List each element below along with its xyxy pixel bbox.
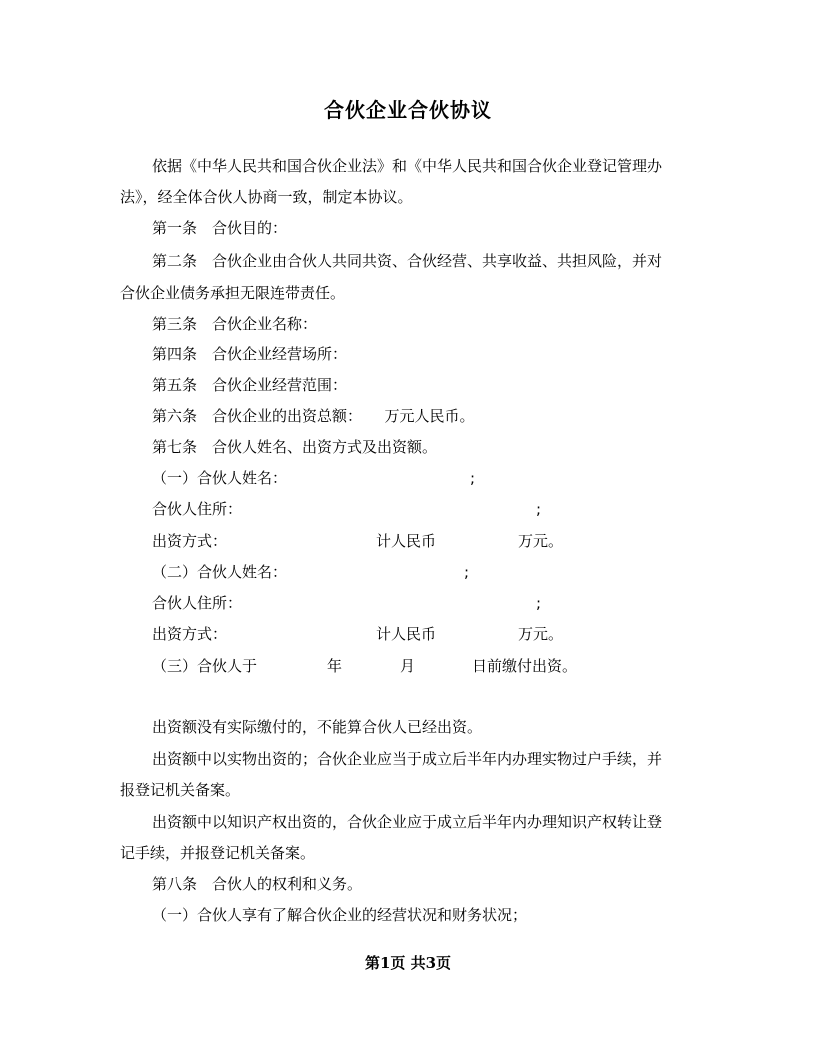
partner-1-rmb-label: 计人民币 bbox=[376, 532, 437, 550]
article-1: 第一条 合伙目的： bbox=[152, 219, 288, 237]
partner-2-address-semicolon: ; bbox=[536, 594, 542, 612]
partner-2-name-row bbox=[152, 561, 712, 583]
partner-1-address-label: 合伙人住所： bbox=[152, 500, 243, 518]
partner-1-contribution-row bbox=[152, 530, 712, 552]
page-footer: 第1页 共3页 bbox=[364, 954, 452, 972]
article-4: 第四条 合伙企业经营场所： bbox=[152, 345, 348, 363]
document-title: 合伙企业合伙协议 bbox=[324, 98, 492, 122]
partner-2-name-semicolon: ; bbox=[464, 563, 470, 581]
month-label: 月 bbox=[400, 657, 416, 675]
in-kind-contribution-line-2: 报登记机关备案。 bbox=[120, 781, 241, 799]
partner-2-method-label: 出资方式： bbox=[152, 625, 228, 643]
in-kind-contribution-line-1: 出资额中以实物出资的；合伙企业应当于成立后半年内办理实物过户手续，并 bbox=[152, 750, 663, 768]
article-2-line-1: 第二条 合伙企业由合伙人共同共资、合伙经营、共享收益、共担风险，并对 bbox=[152, 252, 663, 270]
partner-1-name-label: （一）合伙人姓名： bbox=[152, 469, 288, 487]
partner-2-rmb-label: 计人民币 bbox=[376, 625, 437, 643]
partner-2-wan-label: 万元。 bbox=[518, 625, 564, 643]
article-7: 第七条 合伙人姓名、出资方式及出资额。 bbox=[152, 438, 438, 456]
partner-2-contribution-row bbox=[152, 623, 712, 645]
day-deadline-label: 日前缴付出资。 bbox=[472, 657, 578, 675]
article-2-line-2: 合伙企业债务承担无限连带责任。 bbox=[120, 284, 346, 302]
partner-1-address-row bbox=[152, 498, 712, 520]
partner-1-name-semicolon: ; bbox=[470, 469, 476, 487]
preamble-line-2: 法》，经全体合伙人协商一致，制定本协议。 bbox=[120, 188, 413, 206]
partner-2-address-row bbox=[152, 592, 712, 614]
article-3: 第三条 合伙企业名称： bbox=[152, 315, 318, 333]
partner-1-method-label: 出资方式： bbox=[152, 532, 228, 550]
partner-3-deadline-row bbox=[152, 655, 712, 677]
article-8-item-1: （一）合伙人享有了解合伙企业的经营状况和财务状况； bbox=[152, 906, 528, 924]
article-5: 第五条 合伙企业经营范围： bbox=[152, 376, 348, 394]
article-8: 第八条 合伙人的权利和义务。 bbox=[152, 875, 363, 893]
article-6: 第六条 合伙企业的出资总额： 万元人民币。 bbox=[152, 407, 475, 425]
unpaid-contribution-note: 出资额没有实际缴付的，不能算合伙人已经出资。 bbox=[152, 718, 483, 736]
partner-1-name-row bbox=[152, 467, 712, 489]
preamble-line-1: 依据《中华人民共和国合伙企业法》和《中华人民共和国合伙企业登记管理办 bbox=[152, 157, 663, 175]
year-label: 年 bbox=[327, 657, 343, 675]
ip-contribution-line-1: 出资额中以知识产权出资的，合伙企业应于成立后半年内办理知识产权转让登 bbox=[152, 813, 663, 831]
partner-2-address-label: 合伙人住所： bbox=[152, 594, 243, 612]
ip-contribution-line-2: 记手续，并报登记机关备案。 bbox=[120, 844, 316, 862]
partner-2-name-label: （二）合伙人姓名： bbox=[152, 563, 288, 581]
partner-3-deadline-label: （三）合伙人于 bbox=[152, 657, 258, 675]
partner-1-address-semicolon: ; bbox=[536, 500, 542, 518]
partner-1-wan-label: 万元。 bbox=[518, 532, 564, 550]
